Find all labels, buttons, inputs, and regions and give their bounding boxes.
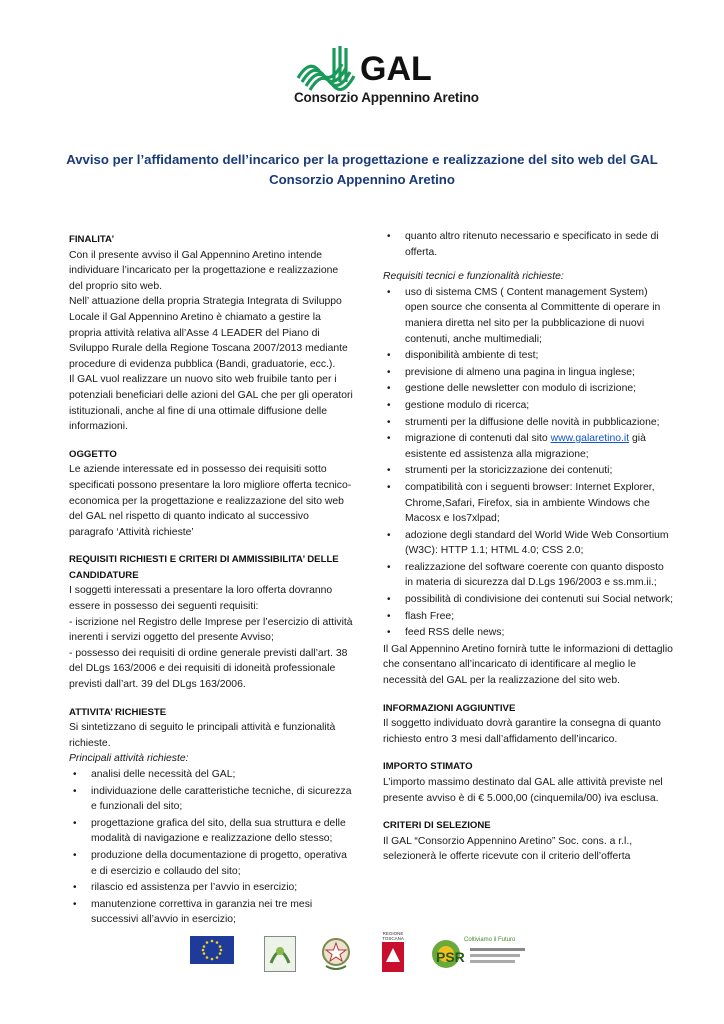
italian-republic-emblem-icon bbox=[320, 934, 352, 972]
eu-flag-icon bbox=[190, 936, 234, 964]
list-item: • produzione della documentazione di progetto, operativa e di esercizio e collaudo del sito; bbox=[73, 849, 347, 877]
list-item: • individuazione delle caratteristiche tecniche, di sicurezza e funzionali del sito; bbox=[73, 785, 352, 813]
toscana-label: REGIONE TOSCANA bbox=[382, 931, 404, 941]
attivita-p1: Si sintetizzano di seguito le principali attività e funzionalità richieste. bbox=[69, 722, 336, 749]
info-heading: INFORMAZIONI AGGIUNTIVE bbox=[383, 702, 516, 714]
oggetto-p1: Le aziende interessate ed in possesso dei requisiti sotto specificati possono presentare la loro migliore offerta tecnico-economica per la progettazione e realizzazione del sito web del GAL nel rispetto di quanto indicato al successivo paragrafo ‘Attività richieste’ bbox=[69, 464, 352, 538]
list-item: • realizzazione del software coerente con quanto disposto in materia di sicurezza dal D.Lgs 196/2003 e ss.mm.ii.; bbox=[387, 561, 664, 589]
list-item: • rilascio ed assistenza per l’avvio in esercizio; bbox=[73, 882, 298, 894]
galaretino-link[interactable]: www.galaretino.it bbox=[550, 433, 630, 445]
list-item: • analisi delle necessità del GAL; bbox=[73, 769, 236, 780]
attivita-list-continued bbox=[383, 229, 673, 260]
oggetto-heading: OGGETTO bbox=[69, 448, 117, 460]
list-item: • possibilità di condivisione dei contenuti sui Social network; bbox=[387, 594, 673, 606]
list-item: • migrazione di contenuti dal sito www.galaretino.it già esistente ed assistenza alla migrazione; bbox=[387, 433, 646, 460]
list-item: • previsione di almeno una pagina in lingua inglese; bbox=[387, 366, 635, 378]
svg-text:PSR: PSR bbox=[436, 949, 465, 965]
list-item: • manutenzione correttiva in garanzia nei tre mesi successivi all’avvio in esercizio; bbox=[73, 898, 313, 926]
importo-text: L’importo massimo destinato dal GAL alle attività previste nel presente avviso è di € 5.000,00 (cinquemila/00) iva esclusa. bbox=[383, 777, 663, 804]
requisiti-p2: - iscrizione nel Registro delle Imprese per l’esercizio di attività inerenti i servizi oggetto del presente Avviso; bbox=[69, 616, 353, 644]
attivita-subheading: Principali attività richieste: bbox=[69, 753, 189, 765]
gal-logo bbox=[290, 38, 440, 118]
list-item: • adozione degli standard del World Wide Web Consortium (W3C): HTTP 1.1; HTML 4.0; CSS 2.0; bbox=[387, 529, 669, 557]
requisiti-tecnici-heading: Requisiti tecnici e funzionalità richieste: bbox=[383, 271, 564, 283]
logo-subtitle: Consorzio Appennino Aretino bbox=[294, 90, 479, 105]
left-column bbox=[69, 232, 353, 929]
attivita-heading: ATTIVITA’ RICHIESTE bbox=[69, 706, 167, 718]
requisiti-heading: REQUISITI RICHIESTI E CRITERI DI AMMISSIBILITA’ DELLE CANDIDATURE bbox=[69, 554, 339, 581]
document-title bbox=[60, 150, 664, 190]
list-item: • gestione delle newsletter con modulo di iscrizione; bbox=[387, 383, 637, 395]
logo-word: GAL bbox=[360, 50, 432, 88]
svg-text:Coltiviamo il Futuro: Coltiviamo il Futuro bbox=[464, 937, 516, 943]
psr-logo-icon bbox=[430, 934, 530, 974]
right-column bbox=[383, 229, 673, 865]
list-item: • feed RSS delle news; bbox=[387, 627, 505, 639]
list-item: • compatibilità con i seguenti browser: Internet Explorer, Chrome,Safari, Firefox, sia in ambiente Windows che Macosx e Ios7xlpad; bbox=[387, 481, 655, 525]
regione-toscana-logo-icon bbox=[380, 932, 406, 974]
requisiti-tecnici-list bbox=[383, 285, 673, 641]
list-item: • uso di sistema CMS ( Content management System) open source che consenta al Committente di operare in maniera diretta nel sito per la pubblicazione di nuovi contenuti, anche multimediali; bbox=[387, 286, 661, 345]
footer-logos bbox=[190, 932, 530, 978]
finalita-p3: Il GAL vuol realizzare un nuovo sito web fruibile tanto per i potenziali beneficiari delle azioni del GAL che per gli operatori istituzionali, anche al fine di una ottimale diffusione delle informazioni. bbox=[69, 374, 353, 433]
list-item: • strumenti per la storicizzazione dei contenuti; bbox=[387, 465, 613, 477]
title-line-2: Consorzio Appennino Aretino bbox=[269, 172, 455, 187]
finalita-heading: FINALITA’ bbox=[69, 234, 115, 245]
list-item: • progettazione grafica del sito, della sua struttura e delle modalità di navigazione e realizzazione dello stesso; bbox=[73, 817, 346, 845]
importo-heading: IMPORTO STIMATO bbox=[383, 761, 473, 773]
logo-stripes bbox=[298, 46, 354, 90]
list-item: • quanto altro ritenuto necessario e specificato in sede di offerta. bbox=[387, 231, 659, 258]
closing-paragraph: Il Gal Appennino Aretino fornirà tutte le informazioni di dettaglio che consentano all’incaricato di identificare al meglio le necessità del GAL per la realizzazione del sito web. bbox=[383, 643, 673, 687]
title-line-1: Avviso per l’affidamento dell’incarico per la progettazione e realizzazione del sito web del GAL bbox=[66, 152, 658, 167]
requisiti-p1: I soggetti interessati a presentare la loro offerta dovranno essere in possesso dei seguenti requisiti: bbox=[69, 585, 333, 613]
requisiti-p3: - possesso dei requisiti di ordine generale previsti dall’art. 38 del DLgs 163/2006 e dei requisiti di idoneità professionale previsti dall’art. 39 del DLgs 163/2006. bbox=[69, 647, 348, 691]
leader-logo-icon bbox=[264, 936, 296, 972]
list-item: • gestione modulo di ricerca; bbox=[387, 399, 530, 411]
list-item: • flash Free; bbox=[387, 610, 455, 622]
finalita-p2: Nell’ attuazione della propria Strategia Integrata di Sviluppo Locale il Gal Appennino Aretino è chiamato a gestire la propria attività relativa all’Asse 4 LEADER del Piano di Sviluppo Rurale della Regione Toscana 2007/2013 mediante procedure di evidenza pubblica (Bandi, graduatorie, ecc.). bbox=[69, 296, 348, 370]
attivita-list bbox=[69, 767, 353, 928]
list-item: • strumenti per la diffusione delle novità in pubblicazione; bbox=[387, 416, 660, 428]
info-text: Il soggetto individuato dovrà garantire la consegna di quanto richiesto entro 3 mesi dall’affidamento dell’incarico. bbox=[383, 718, 661, 745]
list-item: • disponibilità ambiente di test; bbox=[387, 350, 539, 362]
finalita-p1: Con il presente avviso il Gal Appennino Aretino intende individuare l’incaricato per la progettazione e realizzazione del proprio sito web. bbox=[69, 249, 339, 292]
criteri-heading: CRITERI DI SELEZIONE bbox=[383, 820, 491, 832]
criteri-text: Il GAL “Consorzio Appennino Aretino” Soc. cons. a r.l., selezionerà le offerte ricevute con il criterio dell’offerta bbox=[383, 835, 633, 863]
